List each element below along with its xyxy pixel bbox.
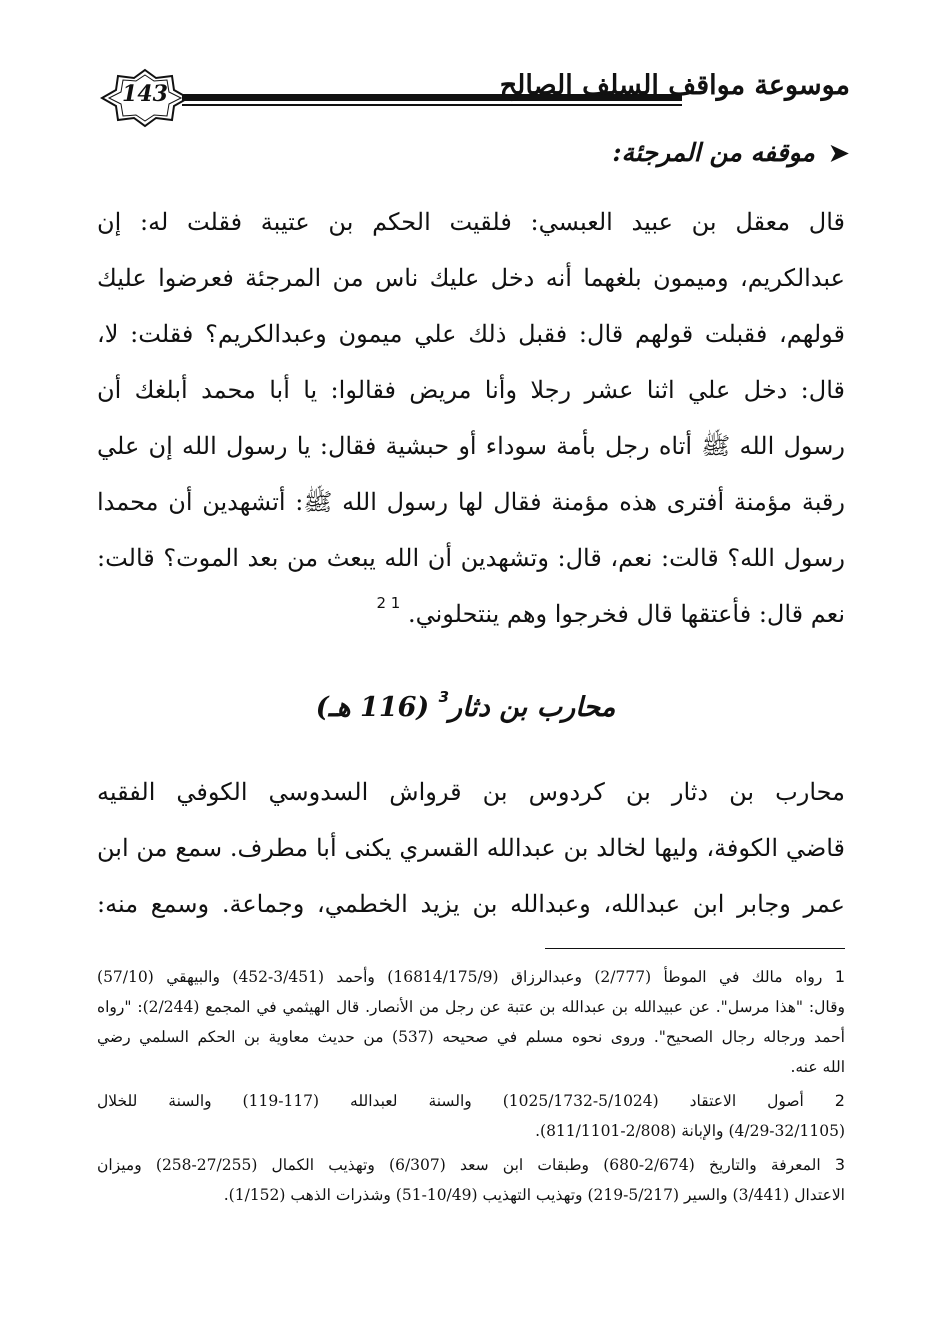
paragraph-1 [97, 194, 845, 642]
section-title-year: (116 هـ) [315, 692, 430, 723]
footnotes [97, 962, 845, 1214]
footnote-line [97, 1086, 845, 1116]
series-title: موسوعة مواقف السلف الصالح [499, 70, 850, 101]
section-title [0, 688, 931, 723]
footnote-1 [97, 962, 845, 1082]
footnote-line: الاعتدال (3/441) والسير (5/217-219) وتهذيب التهذيب (10/49-51) وشذرات الذهب (1/152). [223, 1186, 845, 1204]
arrow-bullet-icon: ➤ [828, 138, 849, 167]
text-line: عمر وجابر ابن عبدالله، وعبدالله بن يزيد الخطمي، وجماعة. وسمع منه: [97, 890, 845, 918]
page-header [100, 68, 850, 128]
footnote-text: رواه مالك في الموطأ (2/777) وعبدالرزاق (16814/175/9) وأحمد (3/451-452) والبيهقي (57/10) [97, 968, 823, 986]
header-rule-thin [182, 104, 682, 106]
footnote-text: أصول الاعتقاد (5/1024-1025/1732) والسنة لعبدالله (117-119) والسنة للخلال [97, 1092, 804, 1110]
text-line-last [97, 586, 845, 642]
footnote-line [97, 962, 845, 992]
text-line: محارب بن دثار بن كردوس بن قرواش السدوسي الكوفي الفقيه [97, 778, 845, 806]
text-line: قال معقل بن عبيد العبسي: فلقيت الحكم بن عتيبة فقلت له: إن [97, 208, 845, 236]
text-line: قاضي الكوفة، وليها لخالد بن عبدالله القسري يكنى أبا مطرف. سمع من ابن [97, 834, 845, 862]
text-line: قولهم، فقبلت قولهم قال: فقبل ذلك علي ميمون وعبدالكريم؟ فقلت: لا، [97, 320, 845, 348]
footnote-number: 1 [834, 967, 845, 986]
footnote-line: (4/29-32/1105) والإبانة (2/808-811/1101). [535, 1122, 845, 1140]
footnote-3 [97, 1150, 845, 1210]
position-heading [349, 138, 849, 167]
text-line: قال: دخل علي اثنا عشر رجلا وأنا مريض فقالوا: يا أبا محمد أبلغك أن [97, 376, 845, 404]
text-line-content: نعم قال: فأعتقها قال فخرجوا وهم ينتحلوني. [407, 600, 845, 628]
footnote-number: 3 [834, 1155, 845, 1174]
footnote-line [97, 1150, 845, 1180]
footnote-ref[interactable]: 3 [438, 688, 450, 706]
section-title-name: محارب بن دثار [449, 692, 616, 723]
text-line: رسول الله؟ قالت: نعم، قال: وتشهدين أن الله يبعث من بعد الموت؟ قالت: [97, 544, 845, 572]
text-line: عبدالكريم، وميمون بلغهما أنه دخل عليك ناس من المرجئة فعرضوا عليك [97, 264, 845, 292]
paragraph-2 [97, 764, 845, 932]
footnote-line: وقال: "هذا مرسل". عن عبيدالله بن عبدالله بن عتبة عن رجل من الأنصار. قال الهيثمي في المجمع (2/244): "رواه [97, 998, 845, 1016]
footnote-refs[interactable]: 1 2 [376, 594, 401, 612]
footnote-line: أحمد ورجاله رجال الصحيح". وروى نحوه مسلم في صحيحه (537) من حديث معاوية بن الحكم السلمي رضي [97, 1028, 845, 1046]
text-line: رقبة مؤمنة أفترى هذه مؤمنة فقال لها رسول الله ﷺ: أتشهدين أن محمدا [97, 488, 845, 516]
footnote-number: 2 [834, 1091, 845, 1110]
page-number-badge [100, 68, 190, 128]
text-line: رسول الله ﷺ أتاه رجل بأمة سوداء أو حبشية فقال: يا رسول الله إن علي [97, 432, 845, 460]
footnote-divider [545, 948, 845, 949]
footnote-text: المعرفة والتاريخ (2/674-680) وطبقات ابن سعد (6/307) وتهذيب الكمال (27/255-258) وميزان [97, 1156, 821, 1174]
footnote-line: الله عنه. [790, 1058, 845, 1076]
footnote-2 [97, 1086, 845, 1146]
page-number: 143 [122, 81, 168, 107]
position-heading-text: موقفه من المرجئة: [612, 138, 815, 167]
